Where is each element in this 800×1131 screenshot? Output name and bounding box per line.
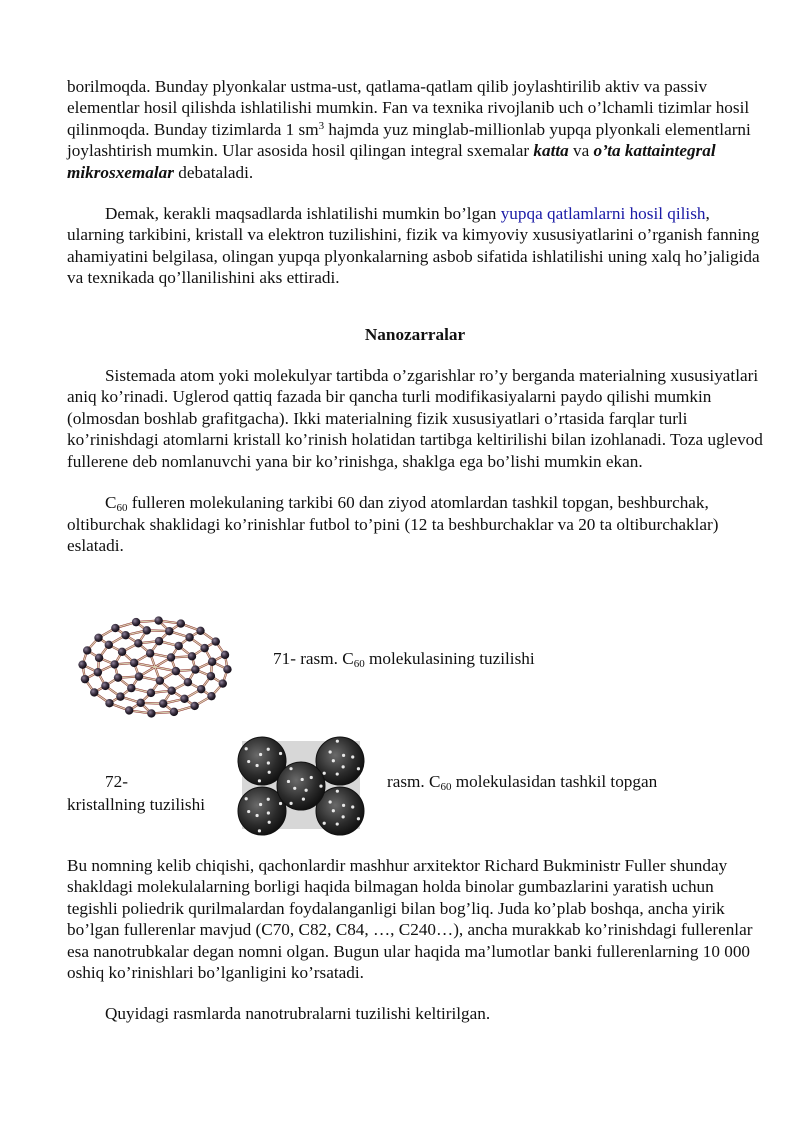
atom-highlight [267,761,270,764]
carbon-atom [121,631,129,639]
carbon-atom [81,675,89,683]
atom-highlight [289,802,292,805]
carbon-atom [118,648,126,656]
section-heading: Nanozarralar [364,324,466,344]
carbon-atom [207,672,215,680]
carbon-atom [180,695,188,703]
carbon-atom [177,619,185,627]
carbon-atom [114,673,122,681]
c60-crystal-image [232,733,370,837]
carbon-atom [110,660,118,668]
atom-highlight [258,779,261,782]
atom-highlight [342,765,345,768]
atom-highlight [342,815,345,818]
atom-highlight [258,829,261,832]
atom-highlight [310,776,313,779]
atom-highlight [357,817,360,820]
atom-highlight [267,811,270,814]
carbon-atom [219,679,227,687]
atom-highlight [267,798,270,801]
paragraph-carbon-modifications: Sistemada atom yoki molekulyar tartibda o’zgarishlar ro’y berganda materialning xususiyatlari aniq ko’rinadi. Uglerod qattiq fazada bir qancha turli modifikasiyalarni paydo qilishi mumkin (olmosdan boshlab grafitgacha). Ikki materialning fizik xususiyatlari o’rtasida farqlar turli ko’rinishdagi atomlarni kristall ko’rinish holatidan tartibga keltirilishi bilan izohlanadi. Toza uglevod fullerene deb nomlanuvchi yana bir ko’rinishga, shaklga ega bo’lishi mumkin ekan. [67,366,763,471]
carbon-atom [167,653,175,661]
carbon-atom [172,667,180,675]
paragraph-integral-schemes: borilmoqda. Bunday plyonkalar ustma-ust, qatlama-qatlam qilib joylashtirilib aktiv va passiv elementlar hosil qilishda ishlatilishi mumkin. Fan va texnika rivojlanib uch o’lchamli tizimlar hosil qilinmoqda. Bunday tizimlarda 1 $sm^3$ hajmda yuz minglab-millionlab yupqa plyonkali elementlarni joylashtirish mumkin. Ular asosida hosil qilingan integral sxemalar katta va o’ta kattaintegral mikrosxemalar debataladi. [67,77,751,182]
carbon-atom [125,706,133,714]
atom-highlight [279,802,282,805]
atom-highlight [247,760,250,763]
atom-highlight [336,790,339,793]
thin-layers-link[interactable]: yupqa qatlamlarni hosil qilish [500,204,706,224]
atom-highlight [268,771,271,774]
atom-highlight [293,787,296,790]
carbon-atom [116,692,124,700]
atom-highlight [323,772,326,775]
carbon-atom [105,641,113,649]
atom-highlight [301,778,304,781]
atom-highlight [329,750,332,753]
carbon-atom [159,699,167,707]
atom-highlight [336,822,339,825]
atom-highlight [332,759,335,762]
carbon-atom [188,652,196,660]
atom-highlight [336,740,339,743]
document-body [67,76,763,556]
atom-highlight [245,747,248,750]
c60-sphere [277,762,325,810]
document-body-lower [67,855,763,1025]
carbon-atom [190,702,198,710]
carbon-atom [167,687,175,695]
carbon-atom [134,639,142,647]
carbon-atom [143,626,151,634]
carbon-atom [185,633,193,641]
atom-highlight [259,803,262,806]
figure-71-caption: 71- rasm. $C_{60}$ molekulasining tuzilishi [273,649,535,670]
atom-highlight [342,804,345,807]
carbon-atom [111,624,119,632]
atom-highlight [342,754,345,757]
carbon-atom [146,649,154,657]
atom-highlight [305,789,308,792]
atom-highlight [357,767,360,770]
atom-highlight [267,748,270,751]
atom-highlight [287,780,290,783]
carbon-atom [207,692,215,700]
atom-highlight [329,800,332,803]
atom-highlight [319,785,322,788]
atom-highlight [351,755,354,758]
atom-highlight [336,772,339,775]
carbon-atom [90,688,98,696]
c60-molecule-image [70,612,240,722]
carbon-atom [101,682,109,690]
carbon-atom [83,646,91,654]
carbon-atom [94,634,102,642]
atom-highlight [268,821,271,824]
atom-highlight [259,753,262,756]
figure-72-number: 72- [105,772,128,791]
atom-highlight [332,809,335,812]
atom-highlight [247,810,250,813]
figure-72-caption: rasm. $C_{60}$ molekulasidan tashkil topgan [387,772,658,793]
atom-highlight [323,822,326,825]
paragraph-c60: $C_{60}$ fulleren molekulaning tarkibi 60 dan ziyod atomlardan tashkil topgan, beshburchak, oltiburchak shaklidagi ko’rinishlar futbol to’pini (12 ta beshburchaklar va 20 ta oltiburchaklar) eslatadi. [67,493,719,555]
carbon-atom [95,654,103,662]
paragraph-fuller-origin: Bu nomning kelib chiqishi, qachonlardir mashhur arxitektor Richard Bukministr Fuller shunday shakldagi molekulalarning borligi haqida bilmagan holda binolar gumbazlarini yaratish uchun tegishli poliedrik qurilmalardan foydalanganligi bilan bog’liq. Juda ko’plab boshqa, ancha yirik bo’lgan fullerenlar mavjud (C70, C82, C84, …, C240…), ancha murakkab ko’rinishdagi fullerenlar esa nanotrubkalar degan nomni olgan. Bugun ular haqida ma’lumotlar banki fullerenlarning 10 000 oshiq ko’rinishlari bo’lganligini ko’rsatadi. [67,856,753,983]
carbon-atom [147,709,155,717]
carbon-atom [155,637,163,645]
carbon-atom [78,660,86,668]
atom-highlight [279,752,282,755]
carbon-atom [197,685,205,693]
carbon-atom [94,668,102,676]
carbon-atom [174,642,182,650]
carbon-atom [127,684,135,692]
carbon-atom [132,618,140,626]
atom-highlight [255,814,258,817]
carbon-atom [208,658,216,666]
atom-highlight [302,798,305,801]
atom-highlight [289,767,292,770]
paragraph-nanotubes: Quyidagi rasmlarda nanotrubralarni tuzilishi keltirilgan. [105,1004,491,1024]
carbon-atom [147,689,155,697]
atom-highlight [245,797,248,800]
carbon-atom [154,616,162,624]
carbon-atom [221,651,229,659]
atom-highlight [351,805,354,808]
carbon-atom [191,665,199,673]
carbon-atom [200,644,208,652]
carbon-atom [184,678,192,686]
carbon-atom [130,659,138,667]
carbon-atom [105,699,113,707]
carbon-atom [223,665,231,673]
carbon-atom [156,676,164,684]
figure-72-caption-cont: kristallning tuzilishi [67,795,205,814]
carbon-atom [212,637,220,645]
atom-highlight [255,764,258,767]
carbon-atom [165,627,173,635]
paragraph-thin-films: Demak, kerakli maqsadlarda ishlatilishi mumkin bo’lgan yupqa qatlamlarni hosil qilish, ularning tarkibini, kristall va elektron tuzilishini, fizik va kimyoviy xususiyatlarini o’rganish fanning ahamiyatini belgilasa, olingan yupqa plyonkalarning asbob sifatida ishlatilishi uning xalq ho’jaligida va texnikada qo’llanilishini aks ettiradi. [67,204,760,288]
carbon-atom [137,699,145,707]
carbon-atom [196,627,204,635]
carbon-atom [135,672,143,680]
carbon-atom [170,708,178,716]
